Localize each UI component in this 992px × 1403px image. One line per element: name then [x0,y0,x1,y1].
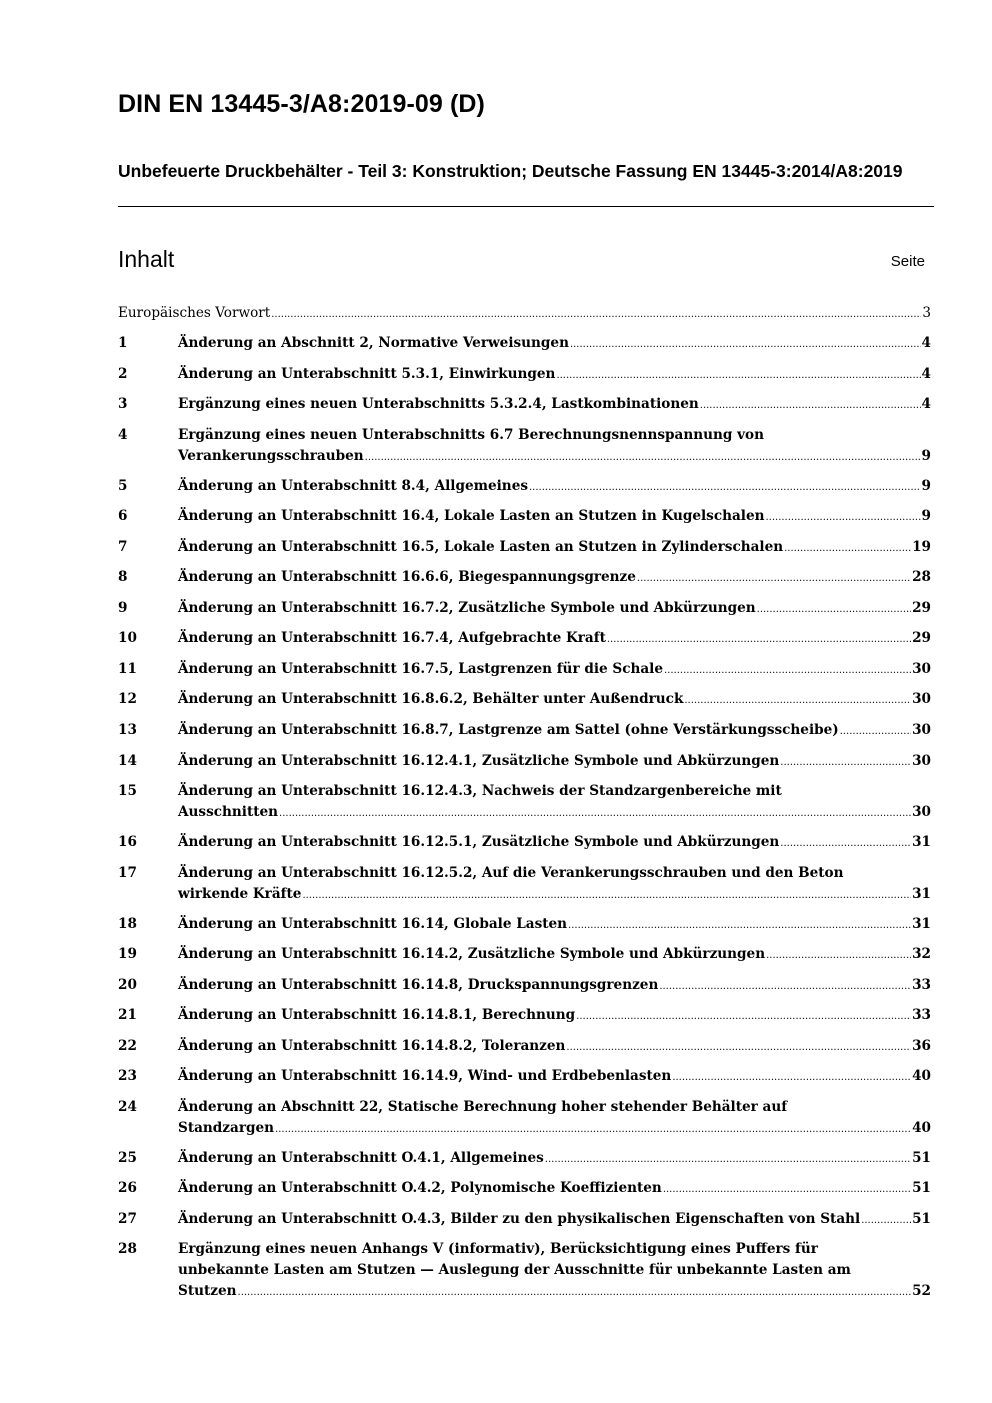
toc-page-number: 31 [912,886,931,902]
toc-entry-number: 14 [118,753,137,769]
toc-entry-line [178,1118,931,1140]
toc-entry-line [178,1209,931,1231]
dot-leader [664,660,911,681]
toc-entry-line [178,1066,931,1088]
toc-page-number: 52 [912,1283,931,1299]
toc-entry-line [178,914,931,936]
toc-entry-body [178,751,931,773]
dot-leader [766,945,911,966]
toc-entry-title: Änderung an Unterabschnitt 16.7.2, Zusätzliche Symbole und Abkürzungen [178,600,756,616]
toc-entry-line [178,689,931,711]
toc-entry-title: Änderung an Unterabschnitt 16.5, Lokale Lasten an Stutzen in Zylinderschalen [178,539,784,555]
dot-leader [765,507,920,528]
dot-leader [607,629,911,650]
toc-entry-body [178,567,931,589]
toc-entry-title: Änderung an Unterabschnitt 16.12.5.2, Auf die Verankerungsschrauben und den Beton [178,865,844,881]
toc-entry-body [178,914,931,936]
toc-page-number: 31 [912,916,931,932]
toc-entry-line [178,1036,931,1058]
dot-leader [576,1006,911,1027]
dot-leader [861,1210,911,1231]
toc-entry-title: Änderung an Unterabschnitt 16.14.9, Wind- und Erdbebenlasten [178,1068,672,1084]
toc-entry-title: Änderung an Abschnitt 2, Normative Verweisungen [178,335,569,351]
toc-entry-number: 17 [118,865,137,881]
toc-page-number: 9 [921,448,931,464]
dot-leader [279,803,911,824]
toc-entry-number: 18 [118,916,137,932]
toc-entry-body [178,1036,931,1058]
toc-entry-number: 26 [118,1180,137,1196]
toc-entry-title: Änderung an Unterabschnitt 16.14, Globale Lasten [178,916,568,932]
dot-leader [840,721,911,742]
toc-page-number: 30 [912,661,931,677]
toc-entry-line [178,425,931,446]
toc-page-number: 4 [921,366,931,382]
toc-page-number: 3 [922,305,931,321]
dot-leader [566,1037,911,1058]
title-divider [118,206,934,207]
dot-leader [556,365,920,386]
dot-leader [529,477,921,498]
toc-entry-line [178,751,931,773]
dot-leader [684,690,911,711]
toc-entry-title: Änderung an Unterabschnitt 16.12.4.3, Nachweis der Standzargenbereiche mit [178,783,782,799]
toc-entry-title: Europäisches Vorwort [118,305,271,321]
toc-entry-title: Ergänzung eines neuen Unterabschnitts 6.7 Berechnungsnennspannung von [178,427,764,443]
toc-entry-number: 5 [118,478,128,494]
dot-leader [271,304,921,325]
toc-entry-body [178,476,931,498]
toc-entry-line [178,1260,931,1281]
toc-page-number: 30 [912,691,931,707]
page-column-label: Seite [890,253,925,270]
toc-entry-number: 28 [118,1241,137,1257]
toc-entry-body [178,863,931,906]
toc-entry-line [118,303,931,325]
toc-entry-number: 4 [118,427,128,443]
toc-entry-line [178,1148,931,1170]
toc-entry-body [178,394,931,416]
toc-entry-body [178,781,931,824]
toc-page-number: 29 [912,630,931,646]
toc-entry-title: Ausschnitten [178,804,279,820]
toc-page-number: 36 [912,1038,931,1054]
toc-entry-number: 19 [118,946,137,962]
dot-leader [637,568,911,589]
toc-entry-line [178,884,931,906]
toc-entry-title: Ergänzung eines neuen Unterabschnitts 5.3.2.4, Lastkombinationen [178,396,699,412]
toc-entry-body [178,364,931,386]
toc-page-number: 33 [912,977,931,993]
toc-entry-title: unbekannte Lasten am Stutzen — Auslegung der Ausschnitte für unbekannte Lasten am [178,1262,851,1278]
toc-entry-title: Verankerungsschrauben [178,448,364,464]
toc-entry-number: 10 [118,630,137,646]
toc-entry-body [178,598,931,620]
dot-leader [672,1067,911,1088]
toc-entry-number: 16 [118,834,137,850]
toc-entry-title: Änderung an Unterabschnitt 16.14.8.2, Toleranzen [178,1038,566,1054]
toc-entry-line [178,333,931,355]
toc-entry-number: 3 [118,396,128,412]
toc-page-number: 31 [912,834,931,850]
toc-entry-title: Änderung an Unterabschnitt 16.8.7, Lastgrenze am Sattel (ohne Verstärkungsscheibe) [178,722,839,738]
toc-entry-line [178,628,931,650]
toc-entry-line [178,720,931,742]
toc-entry-line [178,832,931,854]
toc-entry-number: 2 [118,366,128,382]
toc-page-number: 40 [912,1068,931,1084]
toc-entry-number: 25 [118,1150,137,1166]
toc-page-number: 51 [912,1211,931,1227]
dot-leader [568,915,911,936]
document-title: DIN EN 13445-3/A8:2019-09 (D) [118,90,485,118]
toc-entry-title: Änderung an Unterabschnitt O.4.1, Allgemeines [178,1150,544,1166]
toc-entry-body [178,1178,931,1200]
toc-entry-title: Änderung an Unterabschnitt 5.3.1, Einwirkungen [178,366,556,382]
toc-entry-number: 20 [118,977,137,993]
toc-entry-line [178,394,931,416]
toc-entry-line [178,863,931,884]
toc-entry-body [178,659,931,681]
toc-entry-line [178,1239,931,1260]
toc-entry-body [178,1005,931,1027]
toc-entry-line [178,537,931,559]
toc-entry-body [178,506,931,528]
toc-entry-line [178,1097,931,1118]
toc-entry-body [178,425,931,468]
toc-entry-body [118,303,931,325]
toc-entry-title: Änderung an Unterabschnitt O.4.2, Polynomische Koeffizienten [178,1180,662,1196]
toc-entry-title: Ergänzung eines neuen Anhangs V (informativ), Berücksichtigung eines Puffers für [178,1241,818,1257]
toc-page-number: 30 [912,722,931,738]
toc-entry-title: wirkende Kräfte [178,886,302,902]
toc-entry-number: 7 [118,539,128,555]
toc-entry-number: 23 [118,1068,137,1084]
toc-page-number: 30 [912,753,931,769]
dot-leader [784,538,911,559]
toc-page-number: 9 [921,508,931,524]
toc-entry-line [178,1281,931,1303]
toc-entry-title: Änderung an Unterabschnitt 16.7.4, Aufgebrachte Kraft [178,630,606,646]
toc-entry-title: Änderung an Unterabschnitt 8.4, Allgemeines [178,478,528,494]
toc-entry-number: 27 [118,1211,137,1227]
toc-entry-title: Änderung an Unterabschnitt 16.14.2, Zusätzliche Symbole und Abkürzungen [178,946,766,962]
dot-leader [545,1149,911,1170]
toc-entry-line [178,975,931,997]
toc-page-number: 51 [912,1150,931,1166]
toc-page-number: 4 [921,335,931,351]
toc-page-number: 40 [912,1120,931,1136]
toc-entry-body [178,1239,931,1303]
toc-entry-line [178,781,931,802]
dot-leader [570,334,921,355]
toc-entry-line [178,364,931,386]
dot-leader [780,833,911,854]
toc-entry-number: 11 [118,661,137,677]
toc-entry-body [178,333,931,355]
toc-entry-number: 8 [118,569,128,585]
toc-entry-line [178,598,931,620]
dot-leader [757,599,911,620]
toc-entry-title: Änderung an Unterabschnitt 16.7.5, Lastgrenzen für die Schale [178,661,663,677]
toc-entry-title: Änderung an Unterabschnitt 16.8.6.2, Behälter unter Außendruck [178,691,684,707]
toc-page-number: 30 [912,804,931,820]
toc-entry-body [178,975,931,997]
toc-entry-number: 21 [118,1007,137,1023]
toc-page-number: 28 [912,569,931,585]
toc-entry-body [178,628,931,650]
toc-entry-title: Änderung an Unterabschnitt 16.12.4.1, Zusätzliche Symbole und Abkürzungen [178,753,780,769]
toc-page-number: 29 [912,600,931,616]
toc-entry-line [178,659,931,681]
toc-entry-number: 1 [118,335,128,351]
toc-entry-title: Änderung an Unterabschnitt 16.14.8.1, Berechnung [178,1007,576,1023]
toc-entry-line [178,506,931,528]
toc-entry-number: 24 [118,1099,137,1115]
toc-entry-body [178,537,931,559]
toc-page-number: 4 [921,396,931,412]
toc-entry-title: Änderung an Unterabschnitt 16.6.6, Biegespannungsgrenze [178,569,636,585]
toc-page-number: 9 [921,478,931,494]
toc-entry-body [178,1097,931,1140]
toc-page-number: 19 [912,539,931,555]
toc-entry-body [178,1066,931,1088]
toc-entry-title: Änderung an Unterabschnitt 16.12.5.1, Zusätzliche Symbole und Abkürzungen [178,834,780,850]
toc-entry-number: 13 [118,722,137,738]
dot-leader [365,447,921,468]
toc-entry-number: 9 [118,600,128,616]
dot-leader [780,752,911,773]
toc-entry-number: 6 [118,508,128,524]
document-subtitle: Unbefeuerte Druckbehälter - Teil 3: Konstruktion; Deutsche Fassung EN 13445-3:2014/A8:2019 [118,161,903,181]
toc-entry-number: 12 [118,691,137,707]
dot-leader [275,1119,911,1140]
toc-page-number: 51 [912,1180,931,1196]
toc-entry-body [178,720,931,742]
dot-leader [302,885,911,906]
toc-entry-body [178,1148,931,1170]
toc-entry-line [178,476,931,498]
toc-entry-body [178,832,931,854]
toc-entry-body [178,944,931,966]
toc-heading: Inhalt [118,246,175,272]
toc-entry-title: Stutzen [178,1283,237,1299]
toc-entry-title: Änderung an Unterabschnitt 16.4, Lokale Lasten an Stutzen in Kugelschalen [178,508,765,524]
dot-leader [663,1179,911,1200]
toc-entry-title: Änderung an Unterabschnitt O.4.3, Bilder zu den physikalischen Eigenschaften von Stahl [178,1211,861,1227]
toc-page-number: 33 [912,1007,931,1023]
toc-entry-line [178,446,931,468]
toc-entry-line [178,567,931,589]
toc-entry-title: Standzargen [178,1120,275,1136]
toc-entry-line [178,1005,931,1027]
toc-entry-line [178,1178,931,1200]
toc-entry-title: Änderung an Abschnitt 22, Statische Berechnung hoher stehender Behälter auf [178,1099,788,1115]
dot-leader [659,976,911,997]
toc-entry-body [178,1209,931,1231]
toc-entry-line [178,802,931,824]
toc-entry-line [178,944,931,966]
toc-entry-body [178,689,931,711]
toc-entry-title: Änderung an Unterabschnitt 16.14.8, Druckspannungsgrenzen [178,977,659,993]
toc-entry-number: 22 [118,1038,137,1054]
toc-entry-number: 15 [118,783,137,799]
dot-leader [238,1282,912,1303]
toc-page-number: 32 [912,946,931,962]
dot-leader [700,395,921,416]
